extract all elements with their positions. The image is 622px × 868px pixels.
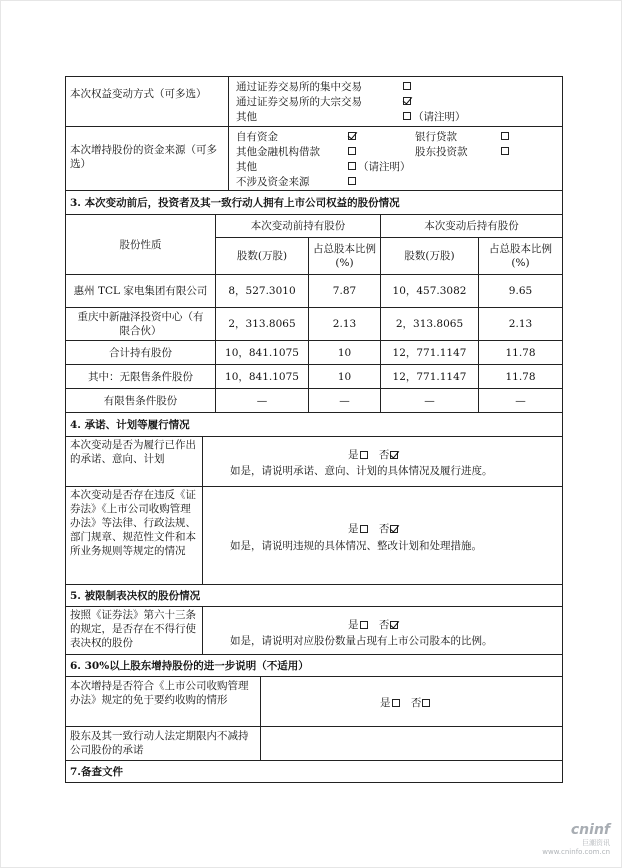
cninfo-logo-cn: 巨潮资讯 xyxy=(582,839,610,847)
before-shares-header: 股数(万股) xyxy=(236,250,288,262)
method-row xyxy=(66,77,562,127)
before-ratio-header: 占总股本比例(%) xyxy=(313,243,376,269)
section6-title: 6. 30%以上股东增持股份的进一步说明（不适用） xyxy=(70,659,309,672)
section4-q1-choice xyxy=(348,447,398,462)
no-label: 否 xyxy=(378,619,390,631)
funds-option-other: 其他 xyxy=(236,161,257,173)
row-name: 惠州 TCL 家电集团有限公司 xyxy=(73,285,208,297)
section6-q2-row xyxy=(66,727,562,761)
no-label: 否 xyxy=(378,523,390,535)
cninfo-watermark xyxy=(542,822,610,856)
row-after-ratio: 11.78 xyxy=(505,346,536,359)
funds-option-none: 不涉及资金来源 xyxy=(236,176,310,188)
section5-q-label: 按照《证券法》第六十三条的规定，是否存在不得行使表决权的股份 xyxy=(70,609,196,649)
row-before-ratio: 7.87 xyxy=(332,285,357,297)
row-after-shares: 12，771.1147 xyxy=(392,346,467,359)
after-shares-header: 股数(万股) xyxy=(404,250,455,262)
method-option-3-note: （请注明） xyxy=(413,111,466,123)
section6-yes-checkbox[interactable] xyxy=(392,699,400,707)
section5-no-checkbox[interactable] xyxy=(390,621,398,629)
funds-option-bank: 银行贷款 xyxy=(415,131,457,143)
section6-no-checkbox[interactable] xyxy=(422,699,430,707)
section5-title: 5. 被限制表决权的股份情况 xyxy=(70,589,201,602)
row-after-ratio: 9.65 xyxy=(508,285,533,297)
section4-q1-no-checkbox[interactable] xyxy=(390,451,398,459)
section3-header-row xyxy=(66,191,562,215)
before-header: 本次变动前持有股份 xyxy=(250,220,346,232)
after-ratio-header: 占总股本比例(%) xyxy=(489,243,552,269)
section4-q1-row xyxy=(66,437,562,487)
row-name: 有限售条件股份 xyxy=(103,394,178,407)
section4-q1-note: 如是，请说明承诺、意向、计划的具体情况及履行进度。 xyxy=(230,465,493,477)
yes-label: 是 xyxy=(348,449,359,461)
section6-choice xyxy=(380,695,430,710)
row-before-ratio: 2.13 xyxy=(332,318,357,330)
row-after-shares: 12，771.1147 xyxy=(392,370,467,383)
section5-header-row xyxy=(66,585,562,607)
row-after-ratio: 11.78 xyxy=(505,370,536,383)
table-row xyxy=(66,389,562,413)
cninfo-logo-icon: cninf xyxy=(570,822,610,838)
section5-yes-checkbox[interactable] xyxy=(360,621,368,629)
section4-q2-note: 如是，请说明违规的具体情况、整改计划和处理措施。 xyxy=(230,540,482,552)
funds-option-other-fi-checkbox[interactable] xyxy=(348,147,356,155)
yes-label: 是 xyxy=(348,523,359,535)
section6-q1-row xyxy=(66,677,562,727)
funds-option-shareholder: 股东投资款 xyxy=(415,146,468,158)
method-option-1: 通过证券交易所的集中交易 xyxy=(236,81,362,93)
table-row xyxy=(66,308,562,341)
after-header: 本次变动后持有股份 xyxy=(424,220,519,232)
row-after-ratio: — xyxy=(515,394,526,407)
section4-q2-row xyxy=(66,487,562,585)
funds-label: 本次增持股份的资金来源（可多选） xyxy=(70,144,217,170)
section5-choice xyxy=(348,617,398,632)
row-before-shares: 8，527.3010 xyxy=(228,285,296,297)
section4-q2-label: 本次变动是否存在违反《证券法》《上市公司收购管理办法》等法律、行政法规、部门规章、规范性文件和本所业务规则等规定的情况 xyxy=(70,489,196,557)
no-label: 否 xyxy=(378,449,390,461)
section7-header-row xyxy=(66,761,562,783)
section7-title: 7.备查文件 xyxy=(70,765,123,778)
funds-option-other-fi: 其他金融机构借款 xyxy=(236,146,320,158)
section6-q1-label: 本次增持是否符合《上市公司收购管理办法》规定的免于要约收购的情形 xyxy=(70,680,249,706)
table-row xyxy=(66,341,562,365)
row-before-shares: 2，313.8065 xyxy=(228,318,296,330)
funds-option-other-note: （请注明） xyxy=(358,161,411,173)
row-before-ratio: 10 xyxy=(337,346,352,359)
section4-header-row xyxy=(66,413,562,437)
funds-option-none-checkbox[interactable] xyxy=(348,177,356,185)
section4-q2-no-checkbox[interactable] xyxy=(390,525,398,533)
row-before-ratio: — xyxy=(339,394,350,407)
method-label: 本次权益变动方式（可多选） xyxy=(70,88,207,100)
cninfo-url: www.cninfo.com.cn xyxy=(542,848,610,856)
funds-row xyxy=(66,127,562,191)
table-row xyxy=(66,365,562,389)
section6-q2-label: 股东及其一致行动人法定期限内不减持公司股份的承诺 xyxy=(70,730,249,756)
row-after-ratio: 2.13 xyxy=(508,318,533,330)
row-name: 其中：无限售条件股份 xyxy=(88,370,193,383)
row-after-shares: — xyxy=(424,394,435,407)
funds-option-own-checkbox[interactable] xyxy=(348,132,356,140)
funds-option-own: 自有资金 xyxy=(236,131,278,143)
disclosure-table xyxy=(65,76,563,783)
row-name: 合计持有股份 xyxy=(109,346,172,359)
row-before-shares: 10，841.1075 xyxy=(225,370,299,383)
row-before-shares: 10，841.1075 xyxy=(225,346,299,359)
section4-title: 4. 承诺、计划等履行情况 xyxy=(70,418,190,431)
section4-q2-yes-checkbox[interactable] xyxy=(360,525,368,533)
row-after-shares: 2，313.8065 xyxy=(395,318,464,330)
section5-note: 如是，请说明对应股份数量占现有上市公司股本的比例。 xyxy=(230,635,493,647)
row-before-ratio: 10 xyxy=(337,370,352,383)
no-label: 否 xyxy=(410,697,422,709)
method-option-2-checkbox[interactable] xyxy=(403,97,411,105)
share-nature-header: 股份性质 xyxy=(119,238,162,251)
row-after-shares: 10，457.3082 xyxy=(392,285,467,297)
section4-q1-label: 本次变动是否为履行已作出的承诺、意向、计划 xyxy=(70,439,196,465)
section6-header-row xyxy=(66,655,562,677)
method-option-3-checkbox[interactable] xyxy=(403,112,411,120)
yes-label: 是 xyxy=(380,697,391,709)
method-option-1-checkbox[interactable] xyxy=(403,82,411,90)
section4-q1-yes-checkbox[interactable] xyxy=(360,451,368,459)
table-row xyxy=(66,275,562,308)
method-option-3: 其他 xyxy=(236,111,257,123)
row-name: 重庆中新融泽投资中心（有限合伙） xyxy=(77,311,204,337)
method-option-2: 通过证券交易所的大宗交易 xyxy=(236,96,362,108)
funds-option-bank-checkbox[interactable] xyxy=(501,132,509,140)
funds-option-other-checkbox[interactable] xyxy=(348,162,356,170)
yes-label: 是 xyxy=(348,619,359,631)
share-table-header xyxy=(66,215,562,275)
row-before-shares: — xyxy=(256,394,268,407)
funds-option-shareholder-checkbox[interactable] xyxy=(501,147,509,155)
section5-q-row xyxy=(66,607,562,655)
section4-q2-choice xyxy=(348,521,398,536)
section3-title: 3. 本次变动前后，投资者及其一致行动人拥有上市公司权益的股份情况 xyxy=(70,196,400,209)
